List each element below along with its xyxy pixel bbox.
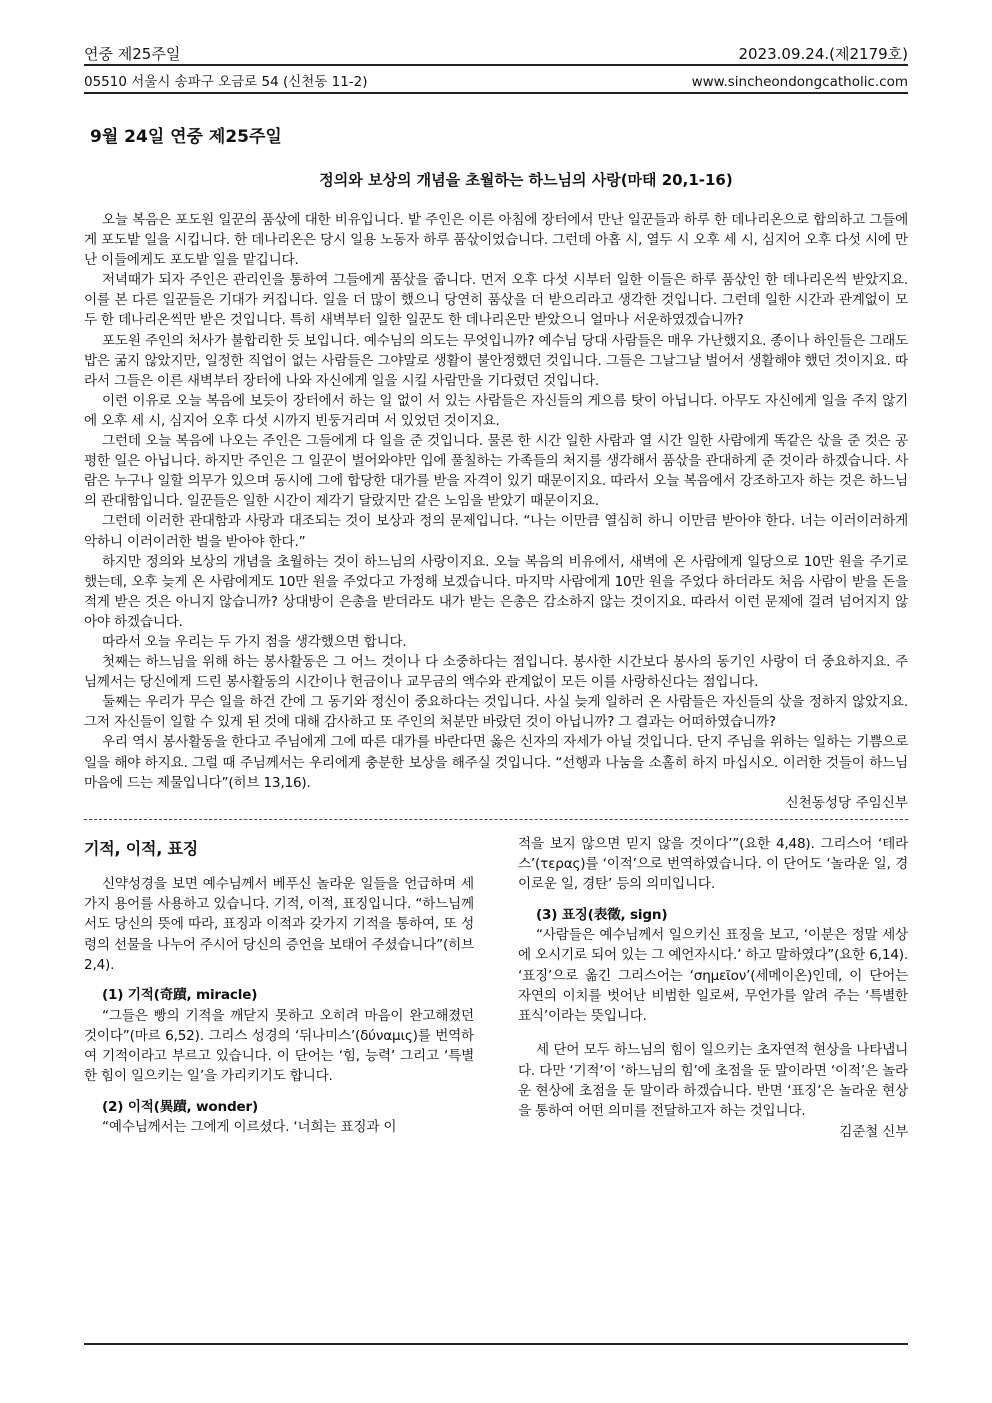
sermon-paragraph: 저녁때가 되자 주인은 관리인을 통하여 그들에게 품삯을 줍니다. 먼저 오후 다섯 시부터 일한 이들은 하루 품삯인 한 데나리온씩 받았지요. 이를 본 다른 일꾼들은 기대가 커집니다. 일을 더 많이 했으니 당연히 품삯을 더 받으리라고 생각한 것입니다. 그런데 일한 시간과 관계없이 모두 한 데나리온씩만 받은 것입니다. 특히 새벽부터 일한 일꾼도 한 데나리온만 받았으니 얼마나 서운하였겠습니까? <box>84 272 908 329</box>
article-title: 기적, 이적, 표징 <box>84 838 199 858</box>
sermon-paragraph: 그런데 이러한 관대함과 사랑과 대조되는 것이 보상과 정의 문제입니다. “나는 이만큼 열심히 하니 이만큼 받아야 한다. 너는 이러이러하게 악하니 이러이러한 벌을 받아야 한다.” <box>84 513 908 550</box>
sermon-date-title: 9월 24일 연중 제25주일 <box>90 127 282 147</box>
issue-date: 2023.09.24.(제2179호) <box>738 45 908 63</box>
section-divider <box>84 819 908 820</box>
subsection-title-miracle: (1) 기적(奇蹟, miracle) <box>102 987 258 1004</box>
article-right-column <box>518 834 908 1142</box>
sermon-paragraph: 이런 이유로 오늘 복음에 보듯이 장터에서 하는 일 없이 서 있는 사람들은 자신들의 게으름 탓이 아닙니다. 아무도 자신에게 일을 주지 않기에 오후 세 시, 심지어 오후 다섯 시까지 빈둥거리며 서 있었던 것이지요. <box>84 392 908 429</box>
sermon-signature: 신천동성당 주임신부 <box>785 794 908 811</box>
bulletin-page <box>84 38 908 1142</box>
week-label: 연중 제25주일 <box>84 45 181 63</box>
parish-address: 05510 서울시 송파구 오금로 54 (신천동 11-2) <box>84 74 368 90</box>
sermon-paragraph: 오늘 복음은 포도원 일꾼의 품삯에 대한 비유입니다. 밭 주인은 이른 아침에 장터에서 만난 일꾼들과 하루 한 데나리온으로 합의하고 그들에게 포도밭 일을 시킵니다. 한 데나리온은 당시 일용 노동자 하루 품삯이었습니다. 그런데 아홉 시, 열두 시 오후 세 시, 심지어 오후 다섯 시에 만난 이들에게도 포도밭 일을 맡깁니다. <box>84 212 908 269</box>
sermon-paragraph: 첫째는 하느님을 위해 하는 봉사활동은 그 어느 것이나 다 소중하다는 점입니다. 봉사한 시간보다 봉사의 동기인 사랑이 더 중요하지요. 주님께서는 당신에게 드린 봉사활동의 시간이나 헌금이나 교무금의 액수와 관계없이 모든 이를 사랑하신다는 점입니다. <box>84 654 908 691</box>
sermon-paragraph: 하지만 정의와 보상의 개념을 초월하는 것이 하느님의 사랑이지요. 오늘 복음의 비유에서, 새벽에 온 사람에게 일당으로 10만 원을 주기로 했는데, 오후 늦게 온 사람에게도 10만 원을 주었다고 가정해 보겠습니다. 마지막 사람에게 10만 원을 주었다 하더라도 처음 사람이 받을 돈을 적게 받은 것은 아니지 않습니까? 상대방이 은총을 받더라도 내가 받는 은총은 감소하지 않는 것이지요. 따라서 이런 문제에 걸려 넘어지지 않아야 하겠습니다. <box>84 553 908 630</box>
bottom-rule <box>84 1343 908 1345</box>
sermon-body <box>84 210 908 793</box>
sermon-paragraph: 둘째는 우리가 무슨 일을 하건 간에 그 동기와 정신이 중요하다는 것입니다. 사실 늦게 일하러 온 사람들은 자신들의 삯을 정하지 않았지요. 그저 자신들이 일할 수 있게 된 것에 대해 감사하고 또 주인의 처분만 바랐던 것이 아닙니까? 그 결과는 어떠하였습니까? <box>84 694 908 731</box>
sermon-title: 정의와 보상의 개념을 초월하는 하느님의 사랑(마태 20,1-16) <box>319 171 733 189</box>
subsection-text-miracle: “그들은 빵의 기적을 깨닫지 못하고 오히려 마음이 완고해졌던 것이다”(마르 6,52). 그리스 성경의 ‘뒤나미스’(δύναμις)를 번역하여 기적이라고 부르고 있습니다. 이 단어는 ‘힘, 능력’ 그리고 ‘특별한 힘이 일으키는 일’을 가리키기도 합니다. <box>84 1007 474 1085</box>
masthead <box>84 38 908 66</box>
subsection-text-sign: “사람들은 예수님께서 일으키신 표징을 보고, ‘이분은 정말 세상에 오시기로 되어 있는 그 예언자시다.’ 하고 말하였다”(요한 6,14). ‘표징’으로 옮긴 그리스어는 ‘σημεῖον’(세메이온)인데, 이 단어는 자연의 이치를 벗어난 비범한 일로써, 무언가를 알려 주는 ‘특별한 표식’이라는 뜻입니다. <box>518 926 908 1025</box>
website-link[interactable]: www.sincheondongcatholic.com <box>691 74 908 90</box>
subsection-title-sign: (3) 표징(表徵, sign) <box>536 906 668 923</box>
address-bar <box>84 66 908 94</box>
sermon-paragraph: 우리 역시 봉사활동을 한다고 주님에게 그에 따른 대가를 바란다면 옳은 신자의 자세가 아닐 것입니다. 단지 주님을 위하는 일하는 기쁨으로 일을 해야 하지요. 그럴 때 주님께서는 우리에게 충분한 보상을 해주실 것입니다. “선행과 나눔을 소홀히 하지 마십시오. 이러한 것들이 하느님 마음에 드는 제물입니다”(히브 13,16). <box>84 734 908 791</box>
sermon-paragraph: 따라서 오늘 우리는 두 가지 점을 생각했으면 합니다. <box>102 633 407 650</box>
article-intro: 신약성경을 보면 예수님께서 베푸신 놀라운 일들을 언급하며 세 가지 용어를 사용하고 있습니다. 기적, 이적, 표징입니다. “하느님께서도 당신의 뜻에 따라, 표징과 이적과 갖가지 기적을 통하여, 또 성령의 선물을 나누어 주시어 당신의 증언을 보태어 주셨습니다”(히브 2,4). <box>84 875 474 973</box>
article-columns <box>84 835 908 1142</box>
subsection-text-wonder: “예수님께서는 그에게 이르셨다. ‘너희는 표징과 이 <box>102 1118 397 1135</box>
subsection-text-wonder-continued: 적을 보지 않으면 믿지 않을 것이다’”(요한 4,48). 그리스어 ‘테라스’(τερας)를 ‘이적’으로 번역하였습니다. 이 단어도 ‘놀라운 일, 경이로운 일, 경탄’ 등의 의미입니다. <box>518 835 908 893</box>
article-left-column <box>84 838 474 1142</box>
article-conclusion: 세 단어 모두 하느님의 힘이 일으키는 초자연적 현상을 나타냅니다. 다만 ‘기적’이 ‘하느님의 힘’에 초점을 둔 말이라면 ‘이적’은 놀라운 현상에 초점을 둔 말이라 하겠습니다. 반면 ‘표징’은 놀라운 현상을 통하여 어떤 의미를 전달하고자 하는 것입니다. <box>518 1042 908 1120</box>
sermon-paragraph: 그런데 오늘 복음에 나오는 주인은 그들에게 다 일을 준 것입니다. 물론 한 시간 일한 사람과 열 시간 일한 사람에게 똑같은 삯을 준 것은 공평한 일은 아닙니다. 하지만 주인은 그 일꾼이 벌어와야만 입에 풀칠하는 가족들의 처지를 생각해서 품삯을 관대하게 준 것이라 하겠습니다. 사람은 누구나 일할 의무가 있으며 동시에 그에 합당한 대가를 받을 자격이 있기 때문이지요. 따라서 오늘 복음에서 강조하고자 하는 것은 하느님의 관대함입니다. 일꾼들은 일한 시간이 제각기 달랐지만 같은 노임을 받았기 때문이지요. <box>84 433 908 510</box>
subsection-title-wonder: (2) 이적(異蹟, wonder) <box>102 1098 259 1115</box>
sermon-paragraph: 포도원 주인의 처사가 불합리한 듯 보입니다. 예수님의 의도는 무엇입니까? 예수님 당대 사람들은 매우 가난했지요. 종이나 하인들은 그래도 밥은 굶지 않았지만, 일정한 직업이 없는 사람들은 그야말로 생활이 불안정했던 것입니다. 그들은 그날그날 벌어서 생활해야 했던 것이지요. 따라서 그들은 이른 새벽부터 장터에 나와 자신에게 일을 시킬 사람만을 기다렸던 것입니다. <box>84 332 908 389</box>
article-author: 김준철 신부 <box>839 1123 908 1140</box>
